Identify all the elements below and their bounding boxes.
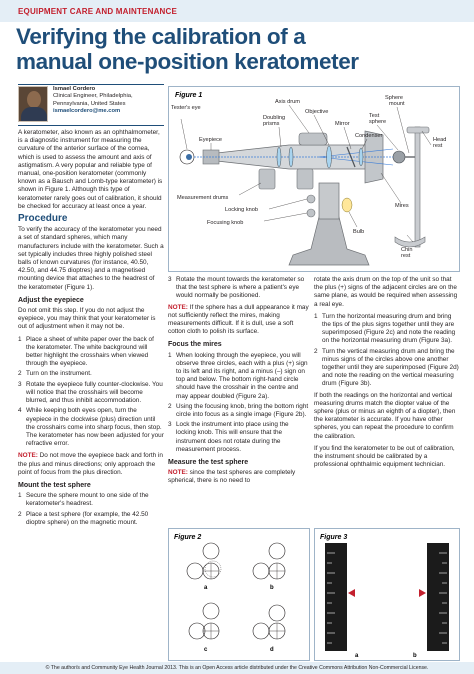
drum-scales [315, 529, 459, 660]
svg-text:b: b [270, 585, 274, 591]
stand-base [289, 217, 369, 265]
svg-text:prisms: prisms [263, 121, 280, 127]
mount-heading: Mount the test sphere [18, 481, 91, 489]
svg-text:d: d [270, 647, 274, 653]
measure-heading: Measure the test sphere [168, 459, 249, 467]
mount-steps [18, 492, 164, 527]
title-line-1: Verifying the calibration of a [16, 24, 306, 49]
svg-text:c: c [204, 647, 208, 653]
author-email[interactable]: ismaelcordero@me.com [53, 108, 121, 115]
article-title [16, 24, 456, 74]
svg-text:Doubling: Doubling [263, 115, 286, 121]
svg-text:sphere: sphere [369, 119, 387, 125]
measure-note: NOTE: since the test spheres are completely spherical, there is no need to [168, 469, 296, 485]
list-item: 1 Secure the sphere mount to one side of the keratometer's headrest. [18, 492, 149, 508]
label-mires: Mires [395, 203, 409, 209]
svg-text:Test: Test [369, 113, 380, 119]
measure-steps [314, 313, 460, 389]
test-sphere [393, 151, 405, 163]
list-item: 3 Lock the instrument into place using the locking knob. This will ensure that the instrument does not rotate during the measurement process. [168, 421, 289, 453]
label-testers-eye: Tester's eye [171, 105, 201, 111]
column-3 [314, 276, 460, 473]
label-mirror: Mirror [335, 121, 350, 127]
eyepiece-heading: Adjust the eyepiece [18, 296, 84, 304]
title-line-2: manual one-position keratometer [16, 49, 359, 74]
author-name: Ismael Cordero [53, 86, 96, 92]
svg-text:a: a [355, 653, 359, 659]
svg-text:rest: rest [433, 143, 443, 149]
measurement-drum-right [297, 169, 313, 189]
label-sphere-mount-1: Sphere [385, 95, 404, 101]
label-eyepiece: Eyepiece [199, 137, 223, 143]
eyepiece-paragraph: Do not omit this step. If you do not adjust the eyepiece, you may think that your keratometer is out of adjustment when it may not be. [18, 307, 156, 331]
list-item: 1 When looking through the eyepiece, you will observe three circles, each with a plus (+) sign to its left and its right, and a minus (–) sign on top and below. The bottom right-hand circle should have the crosshair in the centre and may appear doubled (Figure 2a). [168, 351, 308, 400]
svg-text:a: a [204, 585, 208, 591]
figure-1 [168, 86, 460, 272]
label-focusing-knob: Focusing knob [207, 220, 244, 226]
footer-license: © The author/s and Community Eye Health Journal 2013. This is an Open Access article distributed under the Creative Commons Attribution Non-Commercial License. [0, 662, 474, 674]
list-item: 1 Turn the horizontal measuring drum and bring the tips of the plus signs together until they are superimposed (Figure 2c) and note the reading on the horizontal measuring drum (Figure 3a). [314, 312, 456, 345]
list-item: 3 Rotate the eyepiece fully counter-clockwise. You will notice that the crosshairs will become blurred, and thus inhibit accommodation. [18, 380, 163, 405]
mire-panel-b [253, 543, 285, 591]
svg-text:mount: mount [389, 101, 405, 107]
eyepiece-steps [18, 336, 164, 449]
procedure-paragraph: To verify the accuracy of the keratometer you need a set of standard spheres, which many manufacturers include with the keratometer. Such a set typically includes three highly polished steel balls of known curvatures (for instance, 40.50, 42.50, and 44.75 dioptres) and a magnetised mounting device that attaches to the headrest of the keratometer (Figure 1). [18, 226, 164, 291]
label-condenser: Condenser [355, 133, 383, 139]
intro-paragraph: A keratometer, also known as an ophthalmometer, is a diagnostic instrument for measuring the curvature of the anterior surface of the cornea, which is used to assess the amount and axis of astigmatism. A very popular and reliable type of manual, one-position keratometer (commonly known as a Bausch and Lomb-type keratometer) is shown in Figure 1. Although this type of keratometer rarely goes out of calibration, it should be checked for accuracy at least once a year. [18, 129, 163, 210]
author-block [18, 86, 164, 124]
axis-paragraph: rotate the axis drum on the top of the unit so that the plus (+) signs of the adjacent circles are on the same plane, as would be required when assessing a real eye. [314, 276, 458, 308]
condenser [359, 148, 363, 166]
mire-diagrams [169, 529, 309, 660]
author-location: Pennsylvania, United States [53, 100, 126, 107]
drum-scale-b [413, 543, 449, 659]
objective-lens [327, 146, 332, 168]
column-2 [168, 276, 310, 490]
author-rule-bottom [18, 125, 164, 126]
focus-heading: Focus the mires [168, 341, 222, 349]
svg-text:Head: Head [433, 137, 447, 143]
focus-steps [168, 352, 310, 454]
accuracy-paragraph: If both the readings on the horizontal and vertical measuring drums match the diopter value of the sphere (plus or minus an eighth of a diopter), then the keratometer is accurate. If you have other spheres, you can repeat the procedure to confirm the calibration. [314, 391, 456, 440]
label-axis-drum: Axis drum [275, 99, 300, 105]
mire-panel-a [187, 543, 221, 591]
list-item: 2 Using the focusing knob, bring the bottom right circle into focus as a single image (Figure 2b). [168, 402, 309, 419]
eyepiece-note: NOTE: Do not move the eyepiece back and forth in the plus and minus directions; only approach the point of focus from the plus direction. [18, 452, 163, 476]
author-photo [18, 86, 48, 122]
list-item: 1 Place a sheet of white paper over the back of the keratometer. The white background will better highlight the crosshairs when viewed through the eyepiece. [18, 335, 154, 368]
procedure-heading: Procedure [18, 213, 68, 225]
doubling-prisms [277, 147, 281, 167]
list-item: 3 Rotate the mount towards the keratometer so that the test sphere is where a patient's eye would normally be positioned. [168, 276, 305, 300]
figure-1-title: Figure 1 [175, 92, 203, 99]
label-objective: Objective [305, 109, 329, 115]
section-label: EQUIPMENT CARE AND MAINTENANCE [18, 7, 178, 16]
pillar [319, 183, 339, 219]
focusing-knob [307, 209, 315, 217]
label-locking-knob: Locking knob [225, 207, 258, 213]
author-role: Clinical Engineer, Philadelphia, [53, 93, 133, 100]
svg-text:rest: rest [401, 253, 411, 259]
list-item: 2 Turn on the instrument. [18, 370, 92, 378]
mire-panel-d [253, 605, 285, 653]
calibration-paragraph: If you find the keratometer to be out of calibration, the instrument should be calibrated by a professional ophthalmic equipment technician. [314, 444, 455, 469]
bulb [342, 198, 352, 212]
head-rest-bar [407, 127, 429, 133]
locking-knob [307, 195, 315, 203]
keratometer-diagram [169, 87, 459, 271]
figure-3-title: Figure 3 [320, 534, 348, 541]
axis-drum [299, 133, 327, 145]
head-rest-post [415, 127, 420, 247]
figure-2 [168, 528, 310, 661]
sphere-note: NOTE: If the sphere has a dull appearance it may not sufficiently reflect the mires, making measurements difficult. If it is dull, use a soft cotton cloth to polish its surface. [168, 303, 309, 336]
figure-3 [314, 528, 460, 661]
svg-text:b: b [413, 653, 417, 659]
list-item: 2 Turn the vertical measuring drum and bring the minus signs of the circles above one another together until they are superimposed (Figure 2d) and note the reading on the vertical measuring drum (Figure 3b). [314, 347, 459, 388]
list-item: 2 Place a test sphere (for example, the 42.50 dioptre sphere) on the magnetic mount. [18, 510, 149, 526]
label-bulb: Bulb [353, 229, 365, 235]
mire-panel-c [189, 603, 219, 653]
figure-2-title: Figure 2 [174, 534, 202, 541]
svg-text:Chin: Chin [401, 247, 413, 253]
list-item: 4 While keeping both eyes open, turn the eyepiece in the clockwise (plus) direction until the crosshairs come into sharp focus, then stop. The keratometer has now been adjusted for your refractive error. [18, 407, 164, 448]
author-rule-top [18, 84, 164, 85]
column-1 [18, 129, 164, 529]
measurement-drum-left [259, 169, 275, 189]
label-measurement-drums: Measurement drums [177, 195, 229, 201]
drum-scale-a [325, 543, 359, 659]
